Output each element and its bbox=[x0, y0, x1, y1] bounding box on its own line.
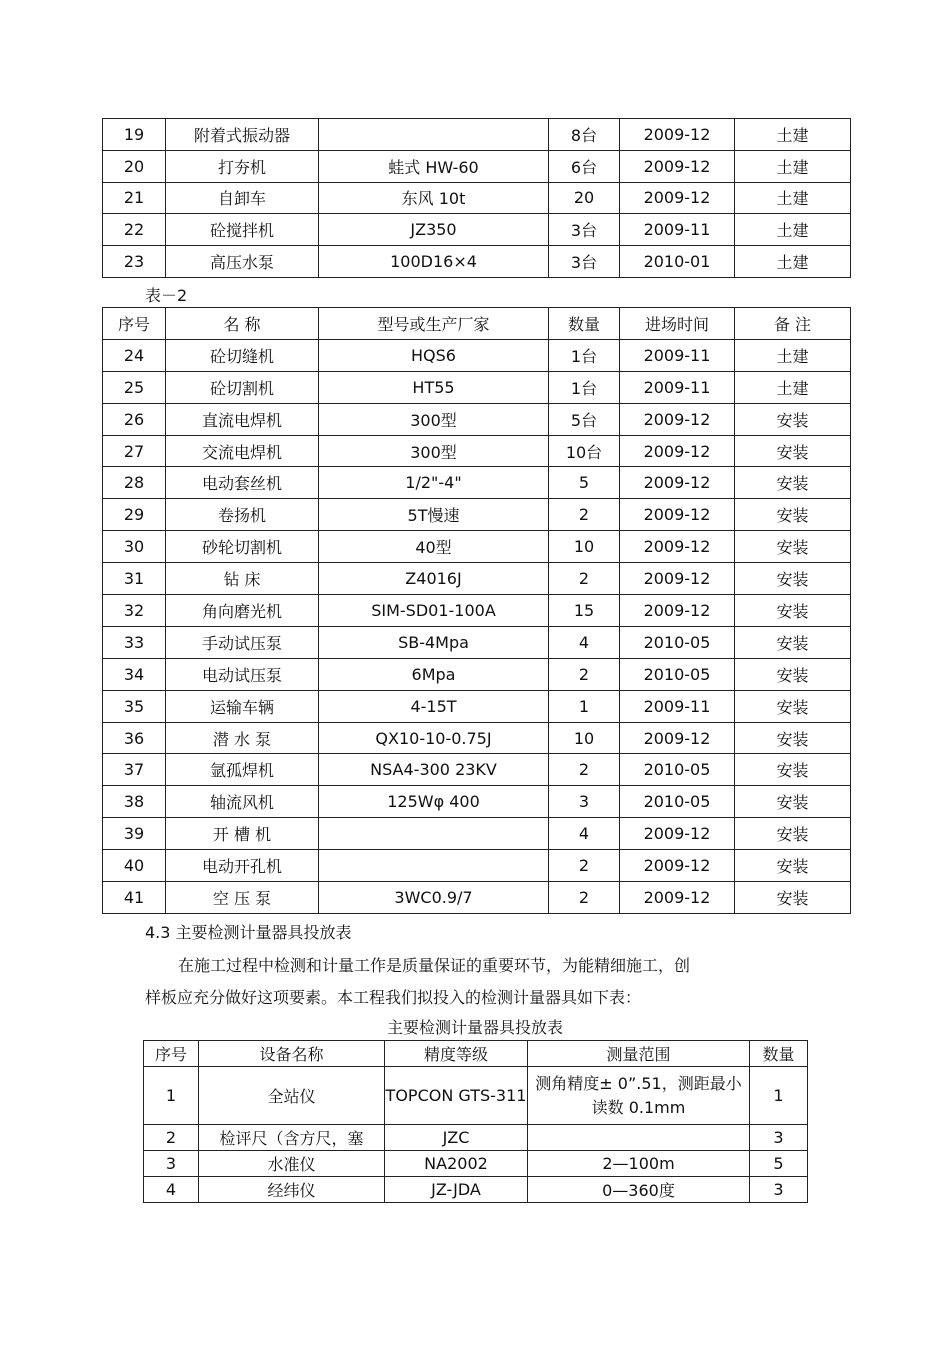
table-cell: TOPCON GTS-311 bbox=[385, 1067, 528, 1125]
table-cell: 2009-12 bbox=[620, 119, 735, 151]
table-cell: 2010-05 bbox=[620, 786, 735, 818]
table-cell: SB-4Mpa bbox=[319, 626, 549, 658]
table-cell: 开 槽 机 bbox=[166, 818, 319, 850]
table-cell: Z4016J bbox=[319, 563, 549, 595]
table-cell: 直流电焊机 bbox=[166, 403, 319, 435]
table-cell: 1 bbox=[750, 1067, 808, 1125]
table-cell: 测角精度± 0”.51，测距最小读数 0.1mm bbox=[528, 1067, 750, 1125]
table-cell: 电动套丝机 bbox=[166, 467, 319, 499]
table-cell: 37 bbox=[103, 754, 166, 786]
table-cell: 39 bbox=[103, 818, 166, 850]
table-cell: 2009-12 bbox=[620, 182, 735, 214]
table-row bbox=[103, 690, 851, 722]
table-row bbox=[144, 1177, 808, 1203]
table-cell: 2009-12 bbox=[620, 818, 735, 850]
table-cell: 检评尺（含方尺，塞 bbox=[199, 1125, 385, 1151]
table-cell: 安装 bbox=[735, 531, 851, 563]
table-cell: 2—100m bbox=[528, 1151, 750, 1177]
table-cell: 电动开孔机 bbox=[166, 850, 319, 882]
table-row bbox=[144, 1151, 808, 1177]
table-cell: 1台 bbox=[549, 371, 620, 403]
table-cell: 5T慢速 bbox=[319, 499, 549, 531]
table-row bbox=[103, 754, 851, 786]
table-cell: 土建 bbox=[735, 246, 851, 278]
table-cell: 卷扬机 bbox=[166, 499, 319, 531]
table-cell: 安装 bbox=[735, 818, 851, 850]
table-cell: JZC bbox=[385, 1125, 528, 1151]
table-cell: 2 bbox=[549, 499, 620, 531]
table-cell: 22 bbox=[103, 214, 166, 246]
table-cell: 34 bbox=[103, 658, 166, 690]
table-cell: 3 bbox=[750, 1125, 808, 1151]
table-cell: 2010-05 bbox=[620, 658, 735, 690]
table-row bbox=[103, 371, 851, 403]
table-cell: 角向磨光机 bbox=[166, 595, 319, 627]
table-cell: 2009-11 bbox=[620, 339, 735, 371]
table-cell: 3 bbox=[750, 1177, 808, 1203]
header-cell: 序号 bbox=[103, 308, 166, 340]
table-cell: 2009-12 bbox=[620, 499, 735, 531]
measuring-instruments-body bbox=[144, 1067, 808, 1203]
table-cell: 水准仪 bbox=[199, 1151, 385, 1177]
table-cell: 砼切缝机 bbox=[166, 339, 319, 371]
table-row bbox=[103, 119, 851, 151]
table-cell: 砼切割机 bbox=[166, 371, 319, 403]
table-cell: 125Wφ 400 bbox=[319, 786, 549, 818]
table-row bbox=[103, 531, 851, 563]
table-row bbox=[103, 214, 851, 246]
table-cell: 0—360度 bbox=[528, 1177, 750, 1203]
table-cell: 2009-12 bbox=[620, 722, 735, 754]
table-cell: 5 bbox=[750, 1151, 808, 1177]
table-cell: QX10-10-0.75J bbox=[319, 722, 549, 754]
table-row bbox=[103, 563, 851, 595]
table-cell: 安装 bbox=[735, 722, 851, 754]
table-cell: NSA4-300 23KV bbox=[319, 754, 549, 786]
table-cell: 20 bbox=[549, 182, 620, 214]
table-cell: 31 bbox=[103, 563, 166, 595]
table-cell: 安装 bbox=[735, 850, 851, 882]
table-row bbox=[144, 1067, 808, 1125]
header-cell: 型号或生产厂家 bbox=[319, 308, 549, 340]
table-cell: 3台 bbox=[549, 246, 620, 278]
table-cell: 2010-05 bbox=[620, 754, 735, 786]
equipment-table-2 bbox=[102, 307, 851, 914]
table-cell: 2009-12 bbox=[620, 531, 735, 563]
equipment-table-2-header bbox=[103, 308, 851, 340]
measuring-instruments-table bbox=[143, 1040, 808, 1203]
table-cell: 2009-12 bbox=[620, 467, 735, 499]
equipment-table-2-body bbox=[103, 339, 851, 913]
header-cell: 进场时间 bbox=[620, 308, 735, 340]
table-cell: 41 bbox=[103, 882, 166, 914]
table-cell: 2 bbox=[549, 563, 620, 595]
table-row bbox=[103, 339, 851, 371]
table-cell: 32 bbox=[103, 595, 166, 627]
table-cell: 安装 bbox=[735, 690, 851, 722]
table-cell: 5 bbox=[549, 467, 620, 499]
table-row bbox=[103, 499, 851, 531]
table-cell: 19 bbox=[103, 119, 166, 151]
equipment-table-part1-body bbox=[103, 119, 851, 278]
table-row bbox=[144, 1125, 808, 1151]
table-row bbox=[103, 403, 851, 435]
table2-caption: 表－2 bbox=[145, 286, 188, 305]
header-cell: 设备名称 bbox=[199, 1041, 385, 1067]
table-row bbox=[103, 182, 851, 214]
header-cell: 序号 bbox=[144, 1041, 199, 1067]
table-row bbox=[103, 786, 851, 818]
table-cell: 4-15T bbox=[319, 690, 549, 722]
table-cell: 4 bbox=[549, 818, 620, 850]
table-cell: 35 bbox=[103, 690, 166, 722]
measuring-instruments-header bbox=[144, 1041, 808, 1067]
table-cell: 8台 bbox=[549, 119, 620, 151]
table-cell: 安装 bbox=[735, 435, 851, 467]
table-cell: NA2002 bbox=[385, 1151, 528, 1177]
table-cell: 安装 bbox=[735, 786, 851, 818]
table-cell: 6Mpa bbox=[319, 658, 549, 690]
table-cell: 钻 床 bbox=[166, 563, 319, 595]
table-cell bbox=[319, 818, 549, 850]
table-cell: 东风 10t bbox=[319, 182, 549, 214]
table-cell: 全站仪 bbox=[199, 1067, 385, 1125]
table-cell: 砼搅拌机 bbox=[166, 214, 319, 246]
table-cell: 自卸车 bbox=[166, 182, 319, 214]
table-cell: 2010-01 bbox=[620, 246, 735, 278]
table-cell: 300型 bbox=[319, 435, 549, 467]
table-cell: 2009-12 bbox=[620, 563, 735, 595]
table-row bbox=[103, 626, 851, 658]
header-cell: 精度等级 bbox=[385, 1041, 528, 1067]
paragraph-line-1: 在施工过程中检测和计量工作是质量保证的重要环节，为能精细施工，创 bbox=[178, 956, 691, 975]
table-cell: 2009-12 bbox=[620, 403, 735, 435]
table-cell: 氩孤焊机 bbox=[166, 754, 319, 786]
table-row bbox=[103, 595, 851, 627]
table-row bbox=[103, 150, 851, 182]
table-cell: 土建 bbox=[735, 182, 851, 214]
table-cell: 打夯机 bbox=[166, 150, 319, 182]
table-cell: 3WC0.9/7 bbox=[319, 882, 549, 914]
table3-caption: 主要检测计量器具投放表 bbox=[386, 1018, 563, 1037]
header-cell: 测量范围 bbox=[528, 1041, 750, 1067]
table-cell: 1 bbox=[549, 690, 620, 722]
table-row bbox=[103, 467, 851, 499]
table-cell: 2010-05 bbox=[620, 626, 735, 658]
table-cell: 24 bbox=[103, 339, 166, 371]
paragraph-line-2: 样板应充分做好这项要素。本工程我们拟投入的检测计量器具如下表： bbox=[145, 988, 642, 1007]
table-row bbox=[103, 882, 851, 914]
table-cell: 空 压 泵 bbox=[166, 882, 319, 914]
table-cell: 3 bbox=[144, 1151, 199, 1177]
table-cell: 2009-11 bbox=[620, 214, 735, 246]
table-cell: 2 bbox=[549, 882, 620, 914]
table-cell: 3台 bbox=[549, 214, 620, 246]
table-cell: 23 bbox=[103, 246, 166, 278]
table-cell: 土建 bbox=[735, 214, 851, 246]
table-cell: SIM-SD01-100A bbox=[319, 595, 549, 627]
table-cell: 3 bbox=[549, 786, 620, 818]
table-row bbox=[103, 818, 851, 850]
table-cell: 砂轮切割机 bbox=[166, 531, 319, 563]
table-cell: 10 bbox=[549, 531, 620, 563]
table-cell: 2009-12 bbox=[620, 882, 735, 914]
header-cell: 数量 bbox=[549, 308, 620, 340]
header-row bbox=[144, 1041, 808, 1067]
table-row bbox=[103, 246, 851, 278]
table-cell: 2009-11 bbox=[620, 371, 735, 403]
table-cell: 轴流风机 bbox=[166, 786, 319, 818]
table-cell: 高压水泵 bbox=[166, 246, 319, 278]
table-cell: 1/2"-4" bbox=[319, 467, 549, 499]
table-cell: 36 bbox=[103, 722, 166, 754]
table-cell: 安装 bbox=[735, 467, 851, 499]
table-cell: 10台 bbox=[549, 435, 620, 467]
table-cell: 1 bbox=[144, 1067, 199, 1125]
table-cell: 2 bbox=[144, 1125, 199, 1151]
table-cell: 2009-12 bbox=[620, 435, 735, 467]
table-cell: 安装 bbox=[735, 563, 851, 595]
table-cell: 电动试压泵 bbox=[166, 658, 319, 690]
table-cell: 潜 水 泵 bbox=[166, 722, 319, 754]
table-cell: 交流电焊机 bbox=[166, 435, 319, 467]
table-cell: 2 bbox=[549, 754, 620, 786]
table-cell: HT55 bbox=[319, 371, 549, 403]
table-cell: 蛙式 HW-60 bbox=[319, 150, 549, 182]
table-cell: 30 bbox=[103, 531, 166, 563]
table-cell: 29 bbox=[103, 499, 166, 531]
header-cell: 备 注 bbox=[735, 308, 851, 340]
header-cell: 名 称 bbox=[166, 308, 319, 340]
table-cell: 土建 bbox=[735, 371, 851, 403]
table-cell: 2009-12 bbox=[620, 850, 735, 882]
table-row bbox=[103, 850, 851, 882]
table-row bbox=[103, 658, 851, 690]
table-cell: 38 bbox=[103, 786, 166, 818]
header-cell: 数量 bbox=[750, 1041, 808, 1067]
table-cell: 安装 bbox=[735, 882, 851, 914]
table-cell: 运输车辆 bbox=[166, 690, 319, 722]
table-cell: 安装 bbox=[735, 658, 851, 690]
table-cell: 33 bbox=[103, 626, 166, 658]
table-cell: 土建 bbox=[735, 339, 851, 371]
table-row bbox=[103, 722, 851, 754]
table-cell: 2 bbox=[549, 658, 620, 690]
table-cell: 100D16×4 bbox=[319, 246, 549, 278]
table-cell: 27 bbox=[103, 435, 166, 467]
table-cell: 2009-11 bbox=[620, 690, 735, 722]
table-cell: 5台 bbox=[549, 403, 620, 435]
table-cell: 安装 bbox=[735, 595, 851, 627]
table-cell bbox=[319, 119, 549, 151]
table-cell bbox=[319, 850, 549, 882]
table-cell: 安装 bbox=[735, 754, 851, 786]
table-cell: HQS6 bbox=[319, 339, 549, 371]
table-cell: 附着式振动器 bbox=[166, 119, 319, 151]
table-cell: 土建 bbox=[735, 150, 851, 182]
table-cell: JZ350 bbox=[319, 214, 549, 246]
table-cell: 40型 bbox=[319, 531, 549, 563]
table-cell: 10 bbox=[549, 722, 620, 754]
table-cell: 2009-12 bbox=[620, 150, 735, 182]
table-cell: 300型 bbox=[319, 403, 549, 435]
table-cell: 安装 bbox=[735, 403, 851, 435]
table-cell: 26 bbox=[103, 403, 166, 435]
table-cell: 2 bbox=[549, 850, 620, 882]
table-cell: 28 bbox=[103, 467, 166, 499]
equipment-table-part1 bbox=[102, 118, 851, 278]
table-cell bbox=[528, 1125, 750, 1151]
table-cell: 安装 bbox=[735, 499, 851, 531]
table-cell: 6台 bbox=[549, 150, 620, 182]
table-cell: 25 bbox=[103, 371, 166, 403]
table-cell: 经纬仪 bbox=[199, 1177, 385, 1203]
table-cell: 4 bbox=[144, 1177, 199, 1203]
table-cell: 21 bbox=[103, 182, 166, 214]
section-heading: 4.3 主要检测计量器具投放表 bbox=[145, 923, 352, 942]
table-cell: 土建 bbox=[735, 119, 851, 151]
table-cell: 4 bbox=[549, 626, 620, 658]
table-cell: 20 bbox=[103, 150, 166, 182]
table-row bbox=[103, 435, 851, 467]
table-cell: 40 bbox=[103, 850, 166, 882]
header-row bbox=[103, 308, 851, 340]
table-cell: 手动试压泵 bbox=[166, 626, 319, 658]
table-cell: 15 bbox=[549, 595, 620, 627]
table-cell: JZ-JDA bbox=[385, 1177, 528, 1203]
table-cell: 2009-12 bbox=[620, 595, 735, 627]
table-cell: 1台 bbox=[549, 339, 620, 371]
table-cell: 安装 bbox=[735, 626, 851, 658]
